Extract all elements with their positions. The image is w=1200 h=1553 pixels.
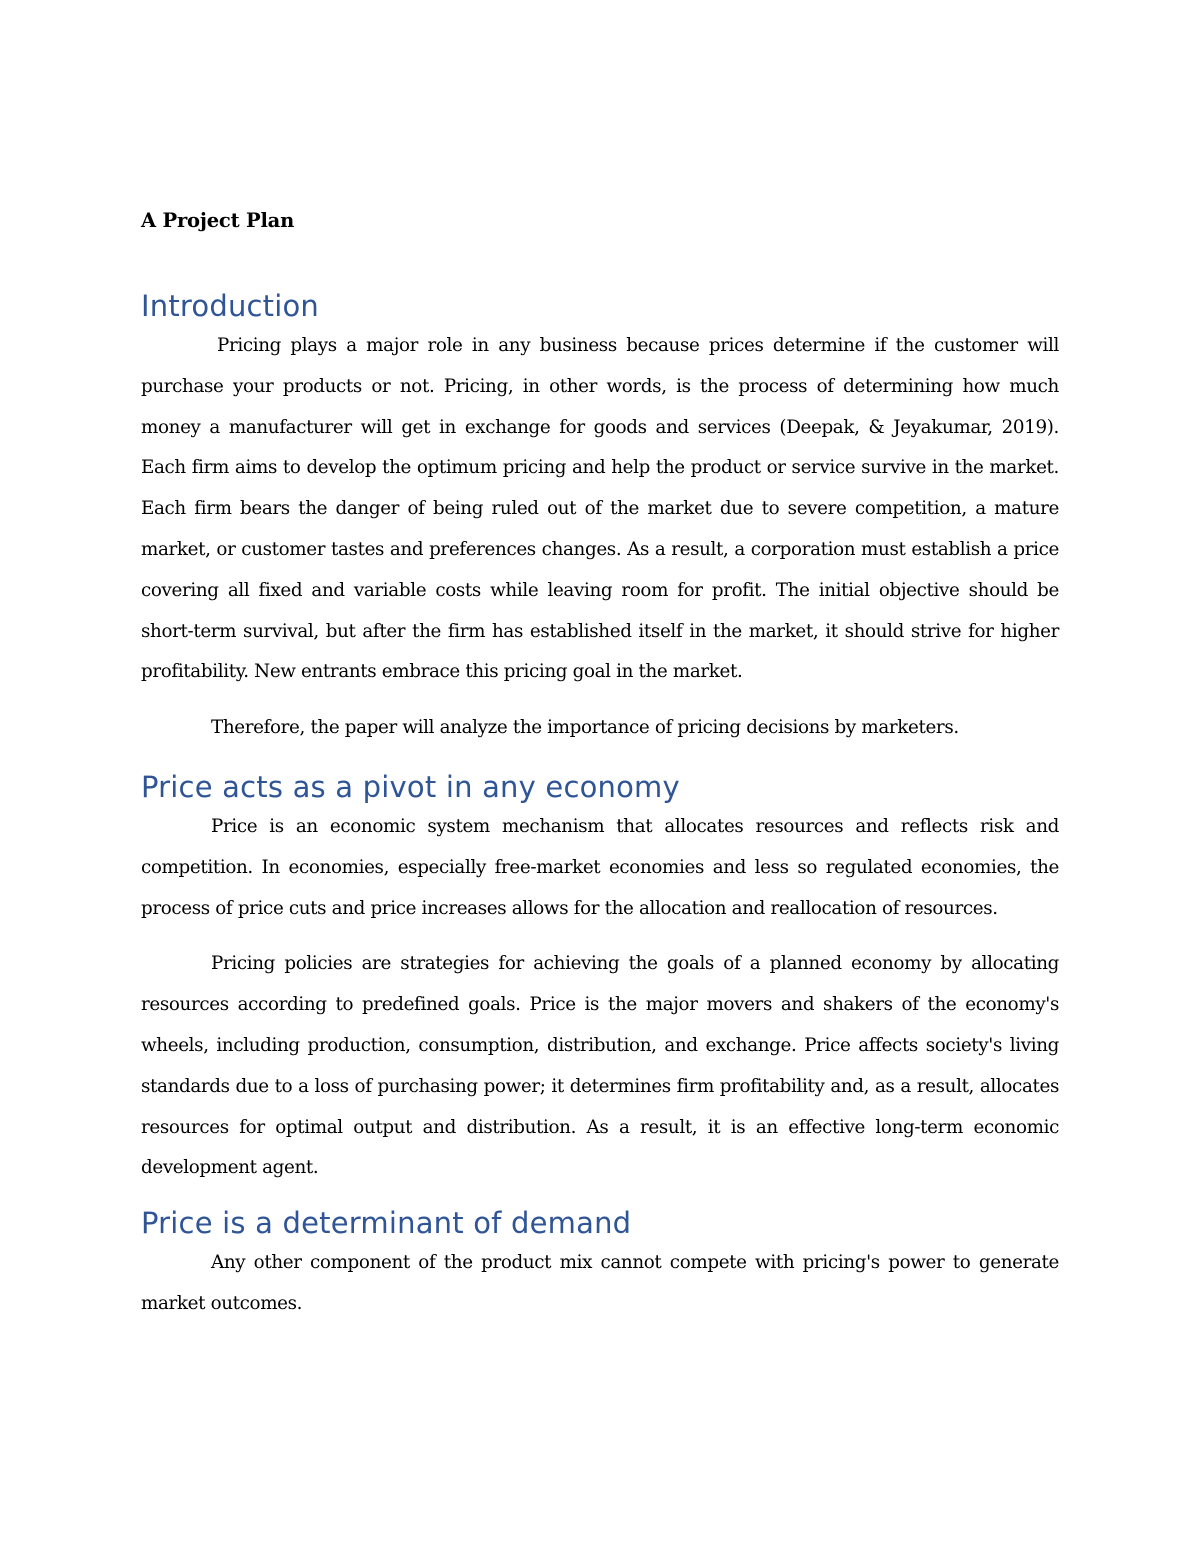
section-heading-introduction: Introduction: [141, 289, 320, 323]
paragraph: Price is an economic system mechanism that allocates resources and reflects risk and competition. In economies, especially free-market economies and less so regulated economies, the process of price cuts and price increases allows for the allocation and reallocation of resources.: [141, 815, 1059, 919]
document-body: [141, 204, 1059, 1325]
paragraph: Pricing policies are strategies for achieving the goals of a planned economy by allocating resources according to predefined goals. Price is the major movers and shakers of the economy's wheels, including production, consumption, distribution, and exchange. Price affects society's living standards due to a loss of purchasing power; it determines firm profitability and, as a result, allocates resources for optimal output and distribution. As a result, it is an effective long-term economic development agent.: [141, 953, 1059, 1179]
paragraph: Any other component of the product mix cannot compete with pricing's power to generate market outcomes.: [141, 1252, 1059, 1314]
paragraph: Therefore, the paper will analyze the importance of pricing decisions by marketers.: [211, 717, 959, 739]
section-price-pivot: [141, 767, 1059, 1189]
document-title: A Project Plan: [141, 209, 295, 232]
section-introduction: [141, 286, 1059, 749]
section-price-demand: [141, 1203, 1059, 1325]
section-heading-price-pivot: Price acts as a pivot in any economy: [141, 769, 680, 804]
section-heading-price-demand: Price is a determinant of demand: [141, 1206, 632, 1241]
paragraph: Pricing plays a major role in any business because prices determine if the customer will purchase your products or not. Pricing, in other words, is the process of determining how much money a manufacturer will get in exchange for goods and services (Deepak, & Jeyakumar, 2019). Each firm aims to develop the optimum pricing and help the product or service survive in the market. Each firm bears the danger of being ruled out of the market due to severe competition, a mature market, or customer tastes and preferences changes. As a result, a corporation must establish a price covering all fixed and variable costs while leaving room for profit. The initial objective should be short-term survival, but after the firm has established itself in the market, it should strive for higher profitability. New entrants embrace this pricing goal in the market.: [141, 335, 1059, 683]
